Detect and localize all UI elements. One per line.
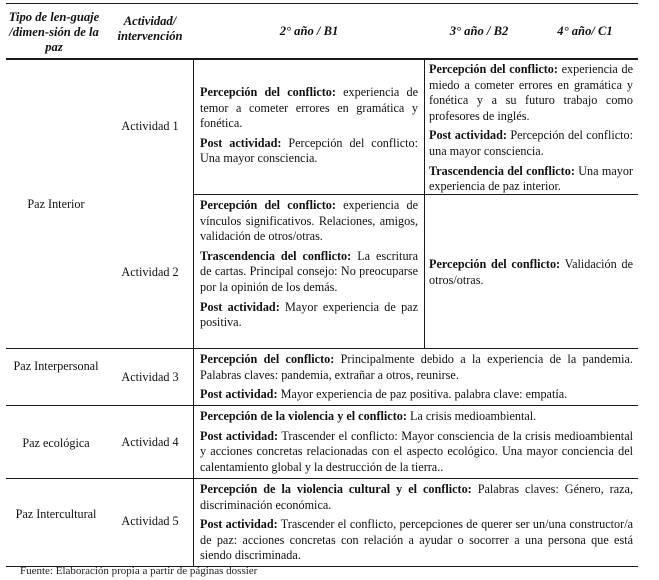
entry: Percepción del conflicto: experiencia de temor a cometer errores en gramática y fonética. [200,85,418,131]
row-divider [6,405,638,406]
entry: Percepción del conflicto: experiencia de miedo a cometer errores en gramática y fonética y a su futuro trabajo como profesores de inglés. [429,62,633,123]
cell-activity2-b2c1 [429,257,633,292]
activity-3: Actividad 3 [121,370,179,384]
entry: Post actividad: Percepción del conflicto: una mayor consciencia. [429,128,633,158]
cell-activity1-b2c1 [429,62,633,199]
dimension-paz-interior: Paz Interior [27,197,85,211]
activity-4: Actividad 4 [121,435,179,449]
cell-activity2-b1 [200,198,418,335]
header-b1: 2° año / B1 [279,24,339,38]
column-separator [424,58,425,348]
activity-2: Actividad 2 [121,265,179,279]
cell-activity3 [200,352,633,407]
entry: Post actividad: Percepción del conflicto: Una mayor consciencia. [200,135,418,166]
row-divider [6,348,638,349]
cell-activity4 [200,409,633,479]
header-activity: Actividad/ intervención [117,14,183,43]
header-b2: 3° año / B2 [449,24,509,38]
row-divider [193,194,638,195]
entry: Post actividad: Mayor experiencia de paz positiva. palabra clave: empatía. [200,387,568,402]
entry: Post actividad: Trascender el conflicto, percepciones de querer ser un/una constructor/a de paz: acciones concretas con relación a ayudar o socorrer a una persona que está siendo discriminada. [200,517,633,563]
activity-1: Actividad 1 [121,119,179,133]
cell-activity1-b1 [200,85,418,171]
entry: Percepción del conflicto: Principalmente debido a la experiencia de la pandemia. Palabras claves: pandemia, extrañar a otros, reunirse. [200,352,633,382]
dimension-paz-interpersonal: Paz Interpersonal [13,359,99,373]
entry: Percepción del conflicto: experiencia de vínculos significativos. Relaciones, amigos, validación de otros/otras. [200,198,418,244]
entry: Post actividad: Mayor experiencia de paz positiva. [200,299,418,330]
entry: Percepción del conflicto: Validación de otros/otras. [429,257,633,287]
activity-5: Actividad 5 [121,514,179,528]
header-c1: 4° año/ C1 [557,24,613,38]
row-divider [6,478,638,479]
header-dimension: Tipo de len-guaje /dimen-sión de la paz [8,10,100,54]
entry: Post actividad: Trascender el conflicto: Mayor consciencia de la crisis medioambiental y acciones concretas relacionadas con el aspecto ecológico. Una mayor conciencia del calentamiento global y la destrucción de la tierra.. [200,428,633,474]
entry: Trascendencia del conflicto: Una mayor experiencia de paz interior. [429,163,633,194]
column-separator [193,58,194,348]
entry: Percepción de la violencia cultural y el conflicto: Palabras claves: Género, raza, discriminación económica. [200,482,633,512]
table-top-rule [6,3,638,4]
entry: Trascendencia del conflicto: La escritura de cartas. Principal consejo: No preocuparse por la opinión de los demás. [200,248,419,294]
dimension-paz-intercultural: Paz Intercultural [15,507,97,521]
dimension-paz-ecologica: Paz ecológica [22,436,90,450]
source-note: Fuente: Elaboración propia a partir de páginas dossier [20,565,258,577]
header-bottom-rule [6,58,638,60]
entry: Percepción de la violencia y el conflicto: La crisis medioambiental. [200,409,537,423]
cell-activity5 [200,482,633,568]
